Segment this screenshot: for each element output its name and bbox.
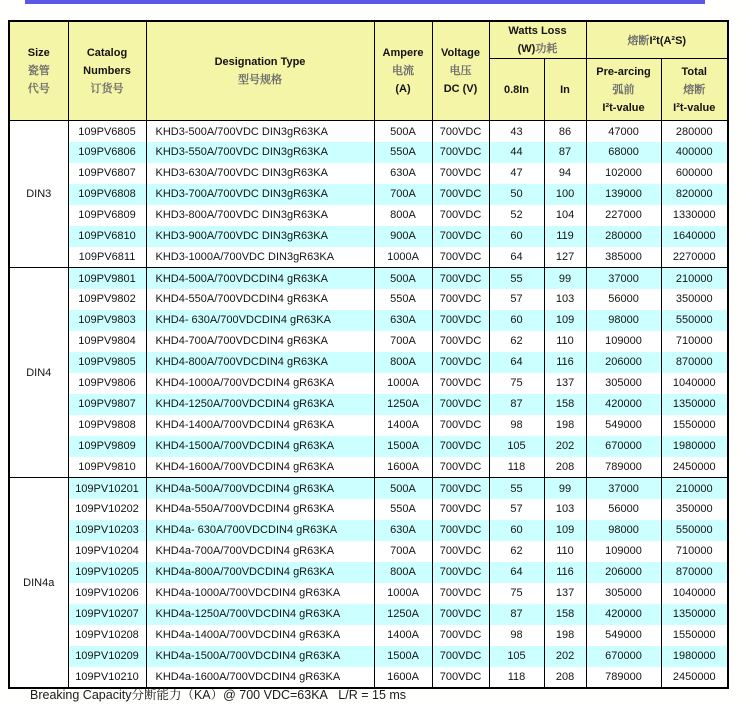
header-i2t-en: I²t(A²S) — [649, 35, 687, 48]
ampere-cell: 1400A — [374, 625, 432, 646]
catalog-cell: 109PV6805 — [68, 121, 146, 142]
prearcing-i2t-cell: 420000 — [586, 604, 661, 625]
watts-08in-cell: 57 — [489, 289, 544, 310]
watts-08in-cell: 75 — [489, 583, 544, 604]
catalog-cell: 109PV6808 — [68, 184, 146, 205]
total-i2t-cell: 1640000 — [661, 226, 728, 247]
watts-08in-cell: 64 — [489, 352, 544, 373]
size-group-DIN3 — [9, 121, 728, 268]
voltage-cell: 700VDC — [432, 541, 489, 562]
header-in-label: In — [560, 83, 570, 96]
header-ampere-unit: (A) — [395, 83, 411, 96]
header-designation-cn: 型号规格 — [238, 74, 282, 87]
prearcing-i2t-cell: 385000 — [586, 247, 661, 268]
header-watts-en: Watts Loss — [508, 25, 567, 37]
ampere-cell: 1500A — [374, 436, 432, 457]
prearcing-i2t-cell: 98000 — [586, 520, 661, 541]
catalog-cell: 109PV9810 — [68, 457, 146, 478]
watts-08in-cell: 60 — [489, 520, 544, 541]
header-prearcing-en: Pre-arcing — [596, 65, 651, 78]
header-designation-en: Designation Type — [214, 56, 306, 68]
total-i2t-cell: 2450000 — [661, 457, 728, 478]
table-row — [9, 352, 728, 373]
prearcing-i2t-cell: 549000 — [586, 625, 661, 646]
watts-in-cell: 198 — [544, 625, 586, 646]
voltage-cell: 700VDC — [432, 457, 489, 478]
watts-in-cell: 202 — [544, 436, 586, 457]
total-i2t-cell: 870000 — [661, 562, 728, 583]
total-i2t-cell: 1040000 — [661, 583, 728, 604]
total-i2t-cell: 1980000 — [661, 436, 728, 457]
total-i2t-cell: 1330000 — [661, 205, 728, 226]
watts-in-cell: 158 — [544, 604, 586, 625]
table-header — [9, 21, 728, 121]
table-row — [9, 646, 728, 667]
watts-in-cell: 127 — [544, 247, 586, 268]
size-group-DIN4 — [9, 268, 728, 478]
table-row — [9, 121, 728, 142]
watts-in-cell: 137 — [544, 583, 586, 604]
watts-in-cell: 198 — [544, 415, 586, 436]
designation-cell: KHD4-800A/700VDCDIN4 gR63KA — [146, 352, 374, 373]
designation-cell: KHD3-500A/700VDC DIN3gR63KA — [146, 121, 374, 142]
prearcing-i2t-cell: 109000 — [586, 331, 661, 352]
voltage-cell: 700VDC — [432, 289, 489, 310]
watts-in-cell: 103 — [544, 499, 586, 520]
prearcing-i2t-cell: 420000 — [586, 394, 661, 415]
header-catalog-en1: Catalog — [86, 46, 128, 59]
catalog-cell: 109PV9802 — [68, 289, 146, 310]
total-i2t-cell: 280000 — [661, 121, 728, 142]
table-row — [9, 520, 728, 541]
voltage-cell: 700VDC — [432, 331, 489, 352]
header-ampere-en: Ampere — [382, 46, 424, 59]
watts-08in-cell: 87 — [489, 394, 544, 415]
watts-08in-cell: 98 — [489, 415, 544, 436]
catalog-cell: 109PV9803 — [68, 310, 146, 331]
designation-cell: KHD4-500A/700VDCDIN4 gR63KA — [146, 268, 374, 289]
ampere-cell: 700A — [374, 331, 432, 352]
header-watts-cn: 功耗 — [535, 43, 558, 56]
total-i2t-cell: 1350000 — [661, 604, 728, 625]
watts-08in-cell: 55 — [489, 268, 544, 289]
designation-cell: KHD4a-550A/700VDCDIN4 gR63KA — [146, 499, 374, 520]
voltage-cell: 700VDC — [432, 121, 489, 142]
catalog-cell: 109PV10209 — [68, 646, 146, 667]
watts-08in-cell: 62 — [489, 331, 544, 352]
table-row — [9, 478, 728, 499]
catalog-cell: 109PV9801 — [68, 268, 146, 289]
total-i2t-cell: 2270000 — [661, 247, 728, 268]
designation-cell: KHD4a-1400A/700VDCDIN4 gR63KA — [146, 625, 374, 646]
table-row — [9, 541, 728, 562]
watts-08in-cell: 55 — [489, 478, 544, 499]
catalog-cell: 109PV10203 — [68, 520, 146, 541]
voltage-cell: 700VDC — [432, 310, 489, 331]
prearcing-i2t-cell: 670000 — [586, 436, 661, 457]
ampere-cell: 630A — [374, 310, 432, 331]
total-i2t-cell: 350000 — [661, 499, 728, 520]
ampere-cell: 1250A — [374, 604, 432, 625]
prearcing-i2t-cell: 47000 — [586, 121, 661, 142]
header-prearcing-value: I²t-value — [602, 101, 645, 114]
header-total-en: Total — [681, 65, 707, 78]
prearcing-i2t-cell: 206000 — [586, 352, 661, 373]
catalog-cell: 109PV9805 — [68, 352, 146, 373]
ampere-cell: 1600A — [374, 457, 432, 478]
catalog-cell: 109PV10210 — [68, 667, 146, 688]
watts-in-cell: 86 — [544, 121, 586, 142]
table-row — [9, 142, 728, 163]
table-row — [9, 604, 728, 625]
catalog-cell: 109PV9809 — [68, 436, 146, 457]
total-i2t-cell: 2450000 — [661, 667, 728, 688]
table-row — [9, 499, 728, 520]
header-total-cn: 熔断 — [683, 83, 706, 96]
prearcing-i2t-cell: 789000 — [586, 457, 661, 478]
ampere-cell: 800A — [374, 205, 432, 226]
total-i2t-cell: 820000 — [661, 184, 728, 205]
catalog-cell: 109PV10202 — [68, 499, 146, 520]
total-i2t-cell: 1550000 — [661, 415, 728, 436]
watts-in-cell: 94 — [544, 163, 586, 184]
ampere-cell: 1000A — [374, 583, 432, 604]
total-i2t-cell: 1350000 — [661, 394, 728, 415]
designation-cell: KHD4a-500A/700VDCDIN4 gR63KA — [146, 478, 374, 499]
designation-cell: KHD4- 630A/700VDCDIN4 gR63KA — [146, 310, 374, 331]
size-group-DIN4a — [9, 478, 728, 688]
designation-cell: KHD4-1500A/700VDCDIN4 gR63KA — [146, 436, 374, 457]
voltage-cell: 700VDC — [432, 352, 489, 373]
designation-cell: KHD4a-1600A/700VDCDIN4 gR63KA — [146, 667, 374, 688]
prearcing-i2t-cell: 227000 — [586, 205, 661, 226]
prearcing-i2t-cell: 305000 — [586, 373, 661, 394]
voltage-cell: 700VDC — [432, 646, 489, 667]
watts-in-cell: 110 — [544, 331, 586, 352]
header-catalog-numbers — [68, 21, 146, 121]
watts-08in-cell: 105 — [489, 646, 544, 667]
ampere-cell: 1000A — [374, 247, 432, 268]
ampere-cell: 700A — [374, 184, 432, 205]
ampere-cell: 1250A — [374, 394, 432, 415]
watts-in-cell: 87 — [544, 142, 586, 163]
table-row — [9, 247, 728, 268]
header-catalog-cn: 订货号 — [90, 83, 124, 96]
voltage-cell: 700VDC — [432, 184, 489, 205]
voltage-cell: 700VDC — [432, 478, 489, 499]
prearcing-i2t-cell: 102000 — [586, 163, 661, 184]
watts-in-cell: 109 — [544, 310, 586, 331]
table-row — [9, 415, 728, 436]
catalog-cell: 109PV6810 — [68, 226, 146, 247]
header-voltage-unit: DC (V) — [443, 83, 478, 96]
voltage-cell: 700VDC — [432, 520, 489, 541]
catalog-cell: 109PV9806 — [68, 373, 146, 394]
table-row — [9, 562, 728, 583]
ampere-cell: 900A — [374, 226, 432, 247]
watts-08in-cell: 44 — [489, 142, 544, 163]
ampere-cell: 630A — [374, 520, 432, 541]
watts-in-cell: 99 — [544, 478, 586, 499]
header-catalog-en2: Numbers — [83, 65, 131, 78]
ampere-cell: 550A — [374, 499, 432, 520]
voltage-cell: 700VDC — [432, 142, 489, 163]
catalog-cell: 109PV6811 — [68, 247, 146, 268]
watts-08in-cell: 118 — [489, 457, 544, 478]
watts-08in-cell: 60 — [489, 226, 544, 247]
size-group-label: DIN4a — [9, 478, 68, 688]
voltage-cell: 700VDC — [432, 247, 489, 268]
prearcing-i2t-cell: 109000 — [586, 541, 661, 562]
watts-08in-cell: 50 — [489, 184, 544, 205]
prearcing-i2t-cell: 68000 — [586, 142, 661, 163]
table-row — [9, 394, 728, 415]
designation-cell: KHD4a-800A/700VDCDIN4 gR63KA — [146, 562, 374, 583]
header-i2t-group — [586, 21, 728, 59]
total-i2t-cell: 210000 — [661, 478, 728, 499]
designation-cell: KHD4-1400A/700VDCDIN4 gR63KA — [146, 415, 374, 436]
watts-08in-cell: 75 — [489, 373, 544, 394]
watts-in-cell: 109 — [544, 520, 586, 541]
designation-cell: KHD3-800A/700VDC DIN3gR63KA — [146, 205, 374, 226]
header-size-cn2: 代号 — [27, 83, 50, 96]
prearcing-i2t-cell: 37000 — [586, 268, 661, 289]
watts-in-cell: 158 — [544, 394, 586, 415]
watts-in-cell: 119 — [544, 226, 586, 247]
size-group-label: DIN4 — [9, 268, 68, 478]
table-row — [9, 625, 728, 646]
ampere-cell: 550A — [374, 142, 432, 163]
designation-cell: KHD4-1000A/700VDCDIN4 gR63KA — [146, 373, 374, 394]
prearcing-i2t-cell: 56000 — [586, 499, 661, 520]
voltage-cell: 700VDC — [432, 604, 489, 625]
ampere-cell: 630A — [374, 163, 432, 184]
header-08in-label: 0.8In — [503, 83, 530, 96]
catalog-cell: 109PV9808 — [68, 415, 146, 436]
designation-cell: KHD4a-700A/700VDCDIN4 gR63KA — [146, 541, 374, 562]
table-row — [9, 583, 728, 604]
designation-cell: KHD4a-1000A/700VDCDIN4 gR63KA — [146, 583, 374, 604]
catalog-cell: 109PV10207 — [68, 604, 146, 625]
header-total-value: I²t-value — [673, 101, 716, 114]
watts-in-cell: 104 — [544, 205, 586, 226]
prearcing-i2t-cell: 549000 — [586, 415, 661, 436]
table-row — [9, 184, 728, 205]
breaking-capacity-note: Breaking Capacity分断能力（KA）@ 700 VDC=63KA L/R = 15 ms — [30, 688, 407, 702]
watts-in-cell: 116 — [544, 352, 586, 373]
catalog-cell: 109PV10205 — [68, 562, 146, 583]
top-divider-bar — [25, 0, 705, 4]
designation-cell: KHD3-1000A/700VDC DIN3gR63KA — [146, 247, 374, 268]
watts-in-cell: 208 — [544, 457, 586, 478]
total-i2t-cell: 350000 — [661, 289, 728, 310]
ampere-cell: 800A — [374, 562, 432, 583]
watts-in-cell: 202 — [544, 646, 586, 667]
watts-08in-cell: 118 — [489, 667, 544, 688]
voltage-cell: 700VDC — [432, 667, 489, 688]
header-size-cn1: 瓷管 — [27, 65, 50, 78]
header-total — [661, 59, 728, 121]
table-row — [9, 331, 728, 352]
watts-08in-cell: 47 — [489, 163, 544, 184]
header-watts-w: (W) — [517, 43, 536, 56]
watts-08in-cell: 64 — [489, 247, 544, 268]
voltage-cell: 700VDC — [432, 625, 489, 646]
designation-cell: KHD4-1250A/700VDCDIN4 gR63KA — [146, 394, 374, 415]
table-row — [9, 289, 728, 310]
total-i2t-cell: 870000 — [661, 352, 728, 373]
voltage-cell: 700VDC — [432, 394, 489, 415]
prearcing-i2t-cell: 139000 — [586, 184, 661, 205]
designation-cell: KHD4a-1250A/700VDCDIN4 gR63KA — [146, 604, 374, 625]
voltage-cell: 700VDC — [432, 499, 489, 520]
watts-in-cell: 110 — [544, 541, 586, 562]
ampere-cell: 1400A — [374, 415, 432, 436]
voltage-cell: 700VDC — [432, 373, 489, 394]
table-row — [9, 226, 728, 247]
header-size-en: Size — [27, 46, 50, 59]
watts-08in-cell: 62 — [489, 541, 544, 562]
watts-in-cell: 103 — [544, 289, 586, 310]
prearcing-i2t-cell: 98000 — [586, 310, 661, 331]
watts-08in-cell: 52 — [489, 205, 544, 226]
total-i2t-cell: 400000 — [661, 142, 728, 163]
prearcing-i2t-cell: 670000 — [586, 646, 661, 667]
ampere-cell: 1000A — [374, 373, 432, 394]
watts-08in-cell: 105 — [489, 436, 544, 457]
prearcing-i2t-cell: 37000 — [586, 478, 661, 499]
total-i2t-cell: 210000 — [661, 268, 728, 289]
total-i2t-cell: 1040000 — [661, 373, 728, 394]
size-group-label: DIN3 — [9, 121, 68, 268]
ampere-cell: 500A — [374, 121, 432, 142]
header-in — [544, 59, 586, 121]
watts-08in-cell: 60 — [489, 310, 544, 331]
ampere-cell: 500A — [374, 268, 432, 289]
voltage-cell: 700VDC — [432, 436, 489, 457]
designation-cell: KHD3-550A/700VDC DIN3gR63KA — [146, 142, 374, 163]
catalog-cell: 109PV10201 — [68, 478, 146, 499]
watts-in-cell: 208 — [544, 667, 586, 688]
voltage-cell: 700VDC — [432, 268, 489, 289]
ampere-cell: 1500A — [374, 646, 432, 667]
table-row — [9, 310, 728, 331]
total-i2t-cell: 710000 — [661, 541, 728, 562]
watts-in-cell: 116 — [544, 562, 586, 583]
header-ampere — [374, 21, 432, 121]
prearcing-i2t-cell: 280000 — [586, 226, 661, 247]
header-size — [9, 21, 68, 121]
catalog-cell: 109PV6806 — [68, 142, 146, 163]
prearcing-i2t-cell: 789000 — [586, 667, 661, 688]
watts-08in-cell: 87 — [489, 604, 544, 625]
table-row — [9, 457, 728, 478]
ampere-cell: 1600A — [374, 667, 432, 688]
header-voltage — [432, 21, 489, 121]
header-prearcing-cn: 弧前 — [612, 83, 635, 96]
ampere-cell: 700A — [374, 541, 432, 562]
total-i2t-cell: 1980000 — [661, 646, 728, 667]
voltage-cell: 700VDC — [432, 163, 489, 184]
designation-cell: KHD3-900A/700VDC DIN3gR63KA — [146, 226, 374, 247]
ampere-cell: 500A — [374, 478, 432, 499]
catalog-cell: 109PV10208 — [68, 625, 146, 646]
table-row — [9, 436, 728, 457]
watts-08in-cell: 43 — [489, 121, 544, 142]
total-i2t-cell: 550000 — [661, 520, 728, 541]
designation-cell: KHD4a- 630A/700VDCDIN4 gR63KA — [146, 520, 374, 541]
catalog-cell: 109PV10206 — [68, 583, 146, 604]
catalog-cell: 109PV9807 — [68, 394, 146, 415]
designation-cell: KHD3-630A/700VDC DIN3gR63KA — [146, 163, 374, 184]
header-designation-type — [146, 21, 374, 121]
total-i2t-cell: 600000 — [661, 163, 728, 184]
header-08in — [489, 59, 544, 121]
prearcing-i2t-cell: 305000 — [586, 583, 661, 604]
watts-08in-cell: 64 — [489, 562, 544, 583]
catalog-cell: 109PV9804 — [68, 331, 146, 352]
designation-cell: KHD4-1600A/700VDCDIN4 gR63KA — [146, 457, 374, 478]
catalog-cell: 109PV10204 — [68, 541, 146, 562]
prearcing-i2t-cell: 56000 — [586, 289, 661, 310]
header-i2t-cn: 熔断 — [627, 35, 650, 48]
watts-08in-cell: 98 — [489, 625, 544, 646]
watts-in-cell: 99 — [544, 268, 586, 289]
catalog-cell: 109PV6807 — [68, 163, 146, 184]
voltage-cell: 700VDC — [432, 205, 489, 226]
prearcing-i2t-cell: 206000 — [586, 562, 661, 583]
designation-cell: KHD4-550A/700VDCDIN4 gR63KA — [146, 289, 374, 310]
voltage-cell: 700VDC — [432, 583, 489, 604]
total-i2t-cell: 550000 — [661, 310, 728, 331]
catalog-cell: 109PV6809 — [68, 205, 146, 226]
watts-in-cell: 100 — [544, 184, 586, 205]
header-ampere-cn: 电流 — [392, 65, 414, 78]
total-i2t-cell: 710000 — [661, 331, 728, 352]
table-row — [9, 163, 728, 184]
spec-table — [8, 20, 729, 689]
voltage-cell: 700VDC — [432, 562, 489, 583]
header-prearcing — [586, 59, 661, 121]
watts-in-cell: 137 — [544, 373, 586, 394]
designation-cell: KHD4a-1500A/700VDCDIN4 gR63KA — [146, 646, 374, 667]
table-row — [9, 205, 728, 226]
table-row — [9, 373, 728, 394]
watts-08in-cell: 57 — [489, 499, 544, 520]
ampere-cell: 800A — [374, 352, 432, 373]
table-row — [9, 268, 728, 289]
designation-cell: KHD4-700A/700VDCDIN4 gR63KA — [146, 331, 374, 352]
designation-cell: KHD3-700A/700VDC DIN3gR63KA — [146, 184, 374, 205]
header-voltage-en: Voltage — [441, 46, 480, 59]
header-voltage-cn: 电压 — [449, 65, 472, 78]
total-i2t-cell: 1550000 — [661, 625, 728, 646]
voltage-cell: 700VDC — [432, 226, 489, 247]
header-watts-loss-group — [489, 21, 586, 59]
ampere-cell: 550A — [374, 289, 432, 310]
voltage-cell: 700VDC — [432, 415, 489, 436]
